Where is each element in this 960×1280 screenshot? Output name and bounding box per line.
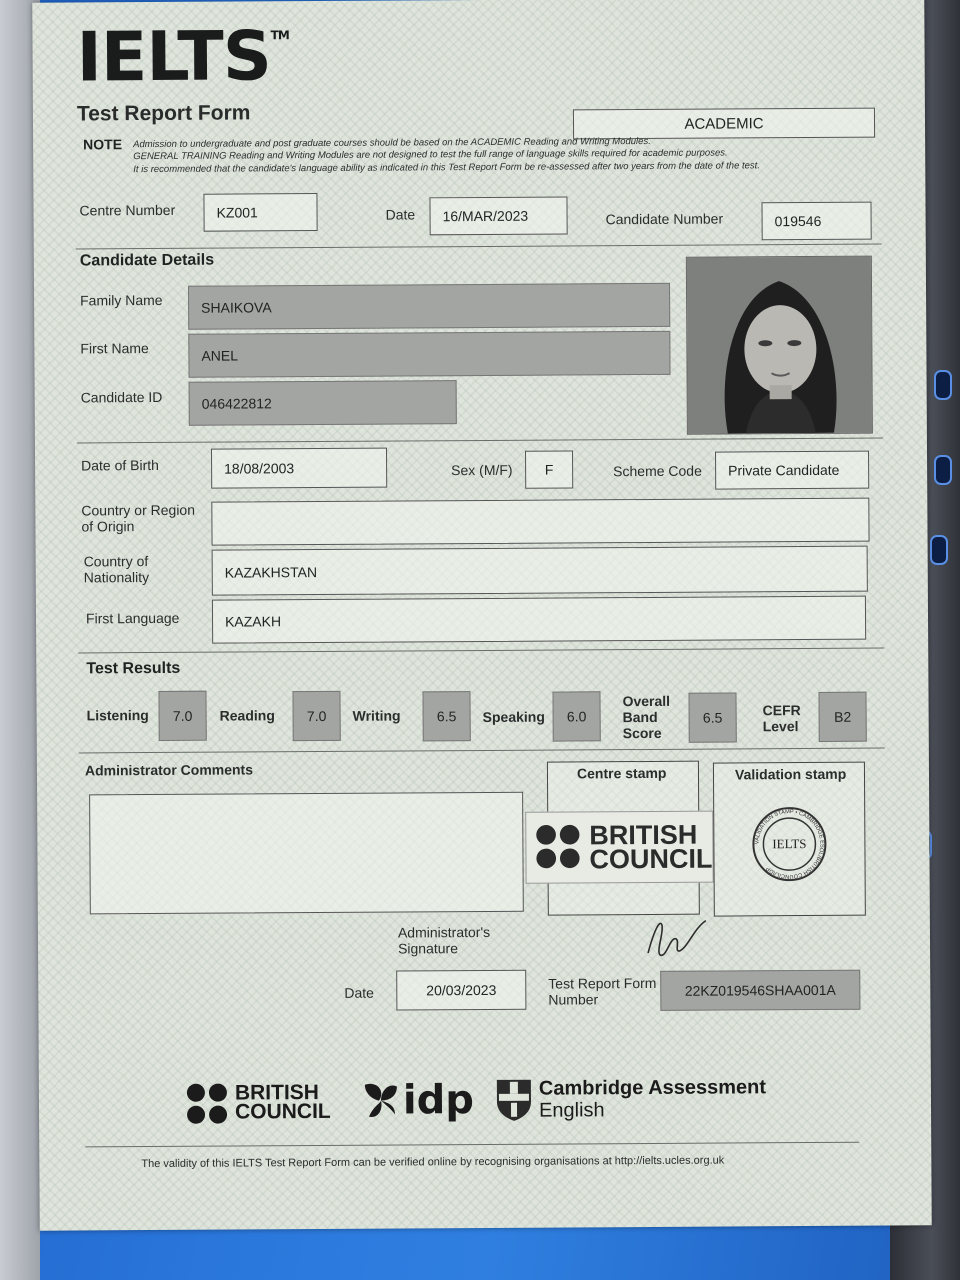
validation-stamp-label: Validation stamp: [734, 765, 847, 783]
ielts-logo: IELTS™: [76, 17, 289, 98]
cefr-level: B2: [818, 692, 866, 742]
divider: [76, 244, 882, 250]
writing-score: 6.5: [422, 691, 470, 741]
handwritten-signature-icon: [642, 911, 712, 961]
cefr-label: CEFR Level: [762, 702, 801, 735]
candidate-number-field: 019546: [761, 202, 871, 241]
divider: [79, 748, 885, 754]
writing-label: Writing: [352, 707, 401, 724]
candidate-number-label: Candidate Number: [605, 210, 724, 228]
test-results-heading: Test Results: [86, 659, 181, 678]
cambridge-logo: Cambridge Assessment English: [495, 1076, 766, 1122]
british-council-dots-icon: [532, 820, 585, 874]
seal-icon: [751, 806, 827, 882]
scheme-code-label: Scheme Code: [613, 462, 702, 480]
divider: [77, 438, 883, 444]
binder-hole: [934, 370, 952, 400]
dob-field: 18/08/2003: [211, 448, 387, 489]
admin-signature: [642, 911, 712, 966]
trf-number-field: 22KZ019546SHAA001A: [660, 970, 860, 1011]
family-name-label: Family Name: [80, 291, 163, 309]
speaking-label: Speaking: [482, 708, 545, 725]
note-text: Admission to undergraduate and post graduate courses should be based on the ACADEMIC Reading and Writing Modules. GENERAL TRAINING Reading and Writing Modules are not designed to test the full range of language skills required for academic purposes. It is recommended that the candidate's language ability as indicated in this Test Report Form be re-assessed after two years from the date of the test.: [133, 135, 760, 175]
british-council-logo: BRITISH COUNCIL: [185, 1081, 331, 1126]
british-council-dots-icon: [185, 1082, 229, 1126]
seal-center-text: IELTS: [772, 836, 807, 852]
module-box: ACADEMIC: [573, 108, 875, 140]
binder-hole: [934, 455, 952, 485]
validity-note: The validity of this IELTS Test Report Form can be verified online by recognising organisations at http://ielts.ucles.org.uk: [141, 1154, 725, 1171]
candidate-portrait-image: [687, 257, 872, 434]
first-name-label: First Name: [80, 340, 149, 357]
origin-field: [211, 498, 869, 546]
british-council-stamp: BRITISH COUNCIL: [525, 811, 713, 884]
candidate-id-field: 046422812: [189, 380, 457, 426]
centre-number-label: Centre Number: [79, 201, 176, 219]
form-title: Test Report Form: [76, 101, 251, 126]
candidate-details-heading: Candidate Details: [79, 251, 215, 270]
overall-band-label: Overall Band Score: [622, 692, 671, 742]
trf-number-label: Test Report Form Number: [548, 974, 657, 1008]
idp-leaf-icon: [361, 1079, 401, 1123]
nationality-label: Country of Nationality: [83, 553, 150, 586]
note-label: NOTE: [83, 136, 123, 153]
candidate-photo: [686, 256, 873, 435]
ielts-validation-seal: [751, 806, 827, 882]
speaking-score: 6.0: [552, 691, 600, 741]
candidate-id-label: Candidate ID: [80, 388, 163, 406]
centre-number-field: KZ001: [203, 193, 317, 232]
sex-label: Sex (M/F): [451, 461, 513, 479]
first-language-field: KAZAKH: [212, 596, 866, 644]
reading-label: Reading: [219, 707, 275, 724]
overall-band-score: 6.5: [688, 692, 736, 742]
test-date-label: Date: [385, 206, 416, 223]
family-name-field: SHAIKOVA: [188, 283, 670, 330]
test-report-form: [32, 0, 931, 1231]
sex-field: F: [525, 450, 573, 488]
seal-ring-text: VALIDATION STAMP • CAMBRIDGE ESOL/BRITISH COUNCIL/IDP: [754, 809, 825, 880]
admin-signature-label: Administrator's Signature: [397, 923, 491, 957]
cambridge-shield-icon: [495, 1078, 533, 1122]
admin-comments-label: Administrator Comments: [84, 761, 254, 779]
test-date-field: 16/MAR/2023: [429, 196, 567, 235]
admin-date-label: Date: [344, 984, 374, 1001]
nationality-field: KAZAKHSTAN: [212, 546, 868, 596]
first-language-label: First Language: [85, 609, 180, 627]
listening-score: 7.0: [158, 691, 206, 741]
admin-date-field: 20/03/2023: [396, 970, 526, 1011]
scheme-code-field: Private Candidate: [715, 451, 869, 490]
dob-label: Date of Birth: [81, 456, 159, 474]
admin-comments-field: [89, 792, 524, 915]
centre-stamp-label: Centre stamp: [576, 764, 667, 782]
origin-label: Country or Region of Origin: [81, 501, 196, 535]
divider: [78, 648, 884, 654]
listening-label: Listening: [86, 707, 149, 724]
idp-logo: idp: [361, 1078, 474, 1123]
first-name-field: ANEL: [188, 331, 670, 378]
reading-score: 7.0: [292, 691, 340, 741]
footer-divider: [85, 1142, 859, 1148]
binder-hole: [930, 535, 948, 565]
